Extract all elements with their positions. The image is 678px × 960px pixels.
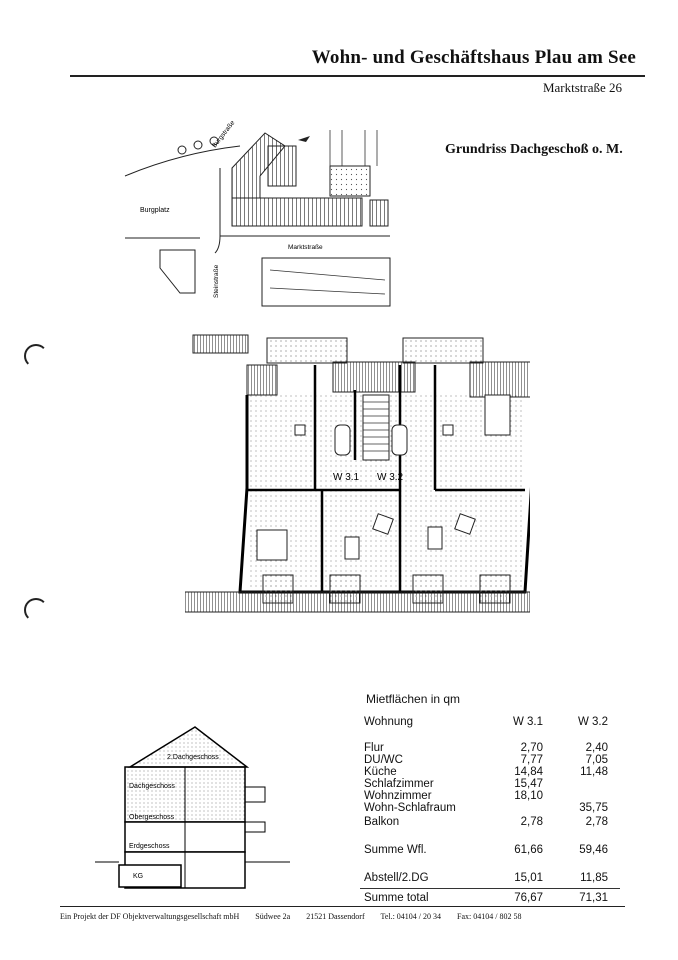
- table-cell-label: Balkon: [364, 816, 400, 828]
- table-cell-label: Schlafzimmer: [364, 778, 434, 790]
- total-rule: [360, 888, 620, 889]
- site-square: Burgplatz: [140, 207, 170, 214]
- section-level-1: Dachgeschoss: [129, 783, 175, 790]
- header-c2: W 3.2: [577, 716, 608, 728]
- table-cell-label: Wohn-Schlafraum: [364, 802, 456, 814]
- binder-hole-top: [24, 344, 48, 368]
- sum-wfl-c1: 61,66: [514, 844, 543, 856]
- site-street-markt: Marktstraße: [288, 244, 323, 251]
- abstell-c1: 15,01: [514, 872, 543, 884]
- table-cell-c1: 2,70: [520, 742, 543, 754]
- document-title: Wohn- und Geschäftshaus Plau am See: [311, 47, 636, 68]
- table-cell-c2: 35,75: [579, 802, 608, 814]
- header-c1: W 3.1: [512, 716, 543, 728]
- table-title: Mietflächen in qm: [366, 692, 461, 706]
- sum-wfl-c2: 59,46: [579, 844, 608, 856]
- building-section: [95, 722, 295, 892]
- table-cell-label: Wohnzimmer: [364, 790, 432, 802]
- footer-city: 21521 Dassendorf: [306, 912, 365, 921]
- sum-total-c1: 76,67: [514, 892, 543, 904]
- table-cell-label: Küche: [364, 766, 397, 778]
- table-cell-c2: 11,48: [580, 766, 608, 778]
- table-cell-c2: 7,05: [585, 754, 608, 766]
- section-level-0: 2.Dachgeschoss: [167, 754, 219, 761]
- floor-plan: [185, 330, 530, 625]
- table-cell-label: DU/WC: [364, 754, 403, 766]
- binder-hole-bottom: [24, 598, 48, 622]
- sum-wfl-label: Summe Wfl.: [364, 844, 427, 856]
- header-label: Wohnung: [364, 716, 414, 728]
- abstell-label: Abstell/2.DG: [364, 872, 429, 884]
- table-header: [360, 716, 620, 730]
- footer: [60, 912, 620, 921]
- sum-total-label: Summe total: [364, 892, 429, 904]
- site-plan: [120, 118, 400, 313]
- table-cell-c1: 2,78: [520, 816, 543, 828]
- address: Marktstraße 26: [542, 80, 622, 95]
- section-level-4: KG: [133, 873, 144, 880]
- section-level-2: Obergeschoss: [129, 814, 175, 821]
- section-level-3: Erdgeschoss: [129, 843, 170, 850]
- table-cell-c2: 2,78: [585, 816, 608, 828]
- table-cell-c1: 18,10: [514, 790, 543, 802]
- abstell-row: [360, 872, 620, 886]
- sum-total-c2: 71,31: [579, 892, 608, 904]
- footer-street: Südwee 2a: [255, 912, 291, 921]
- sum-wfl-row: [360, 844, 620, 858]
- table-cell-c1: 15,47: [514, 778, 543, 790]
- unit-label-left: W 3.1: [333, 472, 360, 483]
- table-cell-c2: 2,40: [585, 742, 608, 754]
- table-row: [360, 802, 620, 816]
- site-street-stein: Steinstraße: [213, 264, 220, 298]
- table-cell-label: Flur: [364, 742, 384, 754]
- plan-subtitle: Grundriss Dachgeschoß o. M.: [445, 142, 623, 157]
- footer-company: Ein Projekt der DF Objektverwaltungsgesellschaft mbH: [60, 912, 240, 921]
- title-rule: [70, 75, 645, 77]
- footer-fax: Fax: 04104 / 802 58: [457, 912, 522, 921]
- table-cell-c1: 14,84: [514, 766, 543, 778]
- footer-tel: Tel.: 04104 / 20 34: [380, 912, 442, 921]
- site-street-burg: Burgstraße: [211, 119, 237, 150]
- footer-rule: [60, 906, 625, 907]
- sum-total-row: [360, 892, 620, 906]
- abstell-c2: 11,85: [580, 872, 608, 884]
- table-cell-c1: 7,77: [520, 754, 543, 766]
- unit-label-right: W 3.2: [377, 472, 404, 483]
- table-row: [360, 816, 620, 830]
